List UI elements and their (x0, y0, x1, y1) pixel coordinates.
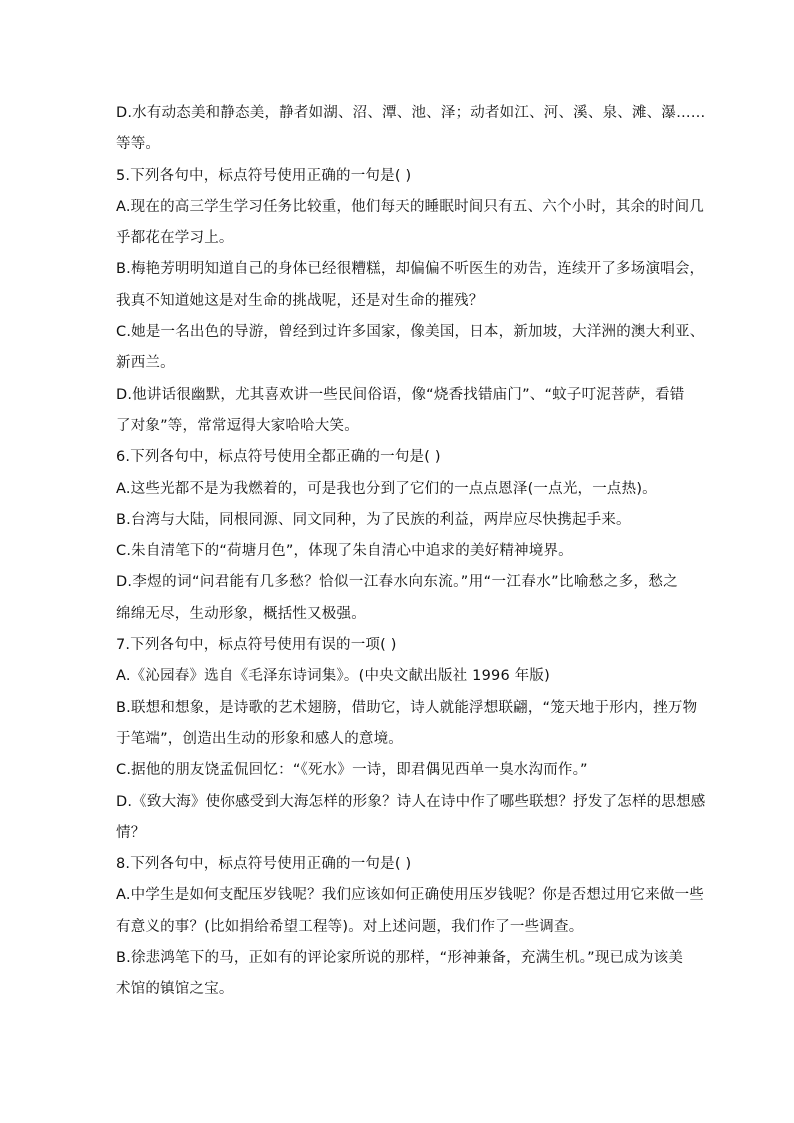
text-line: D.他讲话很幽默，尤其喜欢讲一些民间俗语，像“烧香找错庙门”、“蚊子叮泥菩萨，看错 (116, 386, 685, 403)
text-line: 有意义的事？(比如捐给希望工程等)。对上述问题，我们作了一些调查。 (116, 918, 584, 935)
question-stem: 7.下列各句中，标点符号使用有误的一项( ) (116, 637, 397, 654)
text-line: 我真不知道她这是对生命的挑战呢，还是对生命的摧残？ (116, 292, 484, 309)
text-line: B.台湾与大陆，同根同源、同文同种，为了民族的利益，两岸应尽快携起手来。 (116, 511, 631, 528)
text-line: C.她是一名出色的导游，曾经到过许多国家，像美国，日本，新加坡，大洋洲的澳大利亚、 (116, 324, 705, 341)
text-line: 术馆的镇馆之宝。 (116, 981, 234, 998)
text-line: D.李煜的词“问君能有几多愁？恰似一江春水向东流。”用“一江春水”比喻愁之多，愁之 (116, 574, 678, 591)
text-line: B.联想和想象，是诗歌的艺术翅膀，借助它，诗人就能浮想联翩，“笼天地于形内，挫万物 (116, 699, 698, 716)
text-line: A.《沁园春》选自《毛泽东诗词集》。(中央文献出版社 1996 年版) (116, 668, 550, 685)
text-line: A.中学生是如何支配压岁钱呢？我们应该如何正确使用压岁钱呢？你是否想过用它来做一些 (116, 887, 704, 904)
text-line: 于笔端”，创造出生动的形象和感人的意境。 (116, 730, 404, 747)
text-line: 绵绵无尽，生动形象，概括性又极强。 (116, 605, 366, 622)
text-line: C.朱自清笔下的“荷塘月色”，体现了朱自清心中追求的美好精神境界。 (116, 543, 573, 560)
question-stem: 5.下列各句中，标点符号使用正确的一句是( ) (116, 167, 412, 184)
text-line: C.据他的朋友饶孟侃回忆：“《死水》一诗，即君偶见西单一臭水沟而作。” (116, 762, 588, 779)
text-line: 乎都花在学习上。 (116, 230, 234, 247)
text-line: D.《致大海》使你感受到大海怎样的形象？诗人在诗中作了哪些联想？抒发了怎样的思想感 (116, 793, 706, 810)
text-line: A.这些光都不是为我燃着的，可是我也分到了它们的一点点恩泽(一点光，一点热)。 (116, 480, 657, 497)
text-line: B.梅艳芳明明知道自己的身体已经很糟糕，却偏偏不听医生的劝告，连续开了多场演唱会， (116, 261, 705, 278)
text-line: 了对象”等，常常逗得大家哈哈大笑。 (116, 417, 359, 434)
question-text (116, 98, 706, 1006)
text-line: 等等。 (116, 136, 161, 153)
text-line: B.徐悲鸿笔下的马，正如有的评论家所说的那样，“形神兼备，充满生机。”现已成为该美 (116, 950, 684, 967)
text-line: A.现在的高三学生学习任务比较重，他们每天的睡眠时间只有五、六个小时，其余的时间几 (116, 198, 704, 215)
text-line: 新西兰。 (116, 355, 175, 372)
question-stem: 6.下列各句中，标点符号使用全都正确的一句是( ) (116, 449, 441, 466)
text-line: D.水有动态美和静态美，静者如湖、沼、潭、池、泽；动者如江、河、溪、泉、滩、瀑…… (116, 105, 706, 121)
text-line: 情？ (116, 824, 146, 841)
question-stem: 8.下列各句中，标点符号使用正确的一句是( ) (116, 856, 412, 873)
